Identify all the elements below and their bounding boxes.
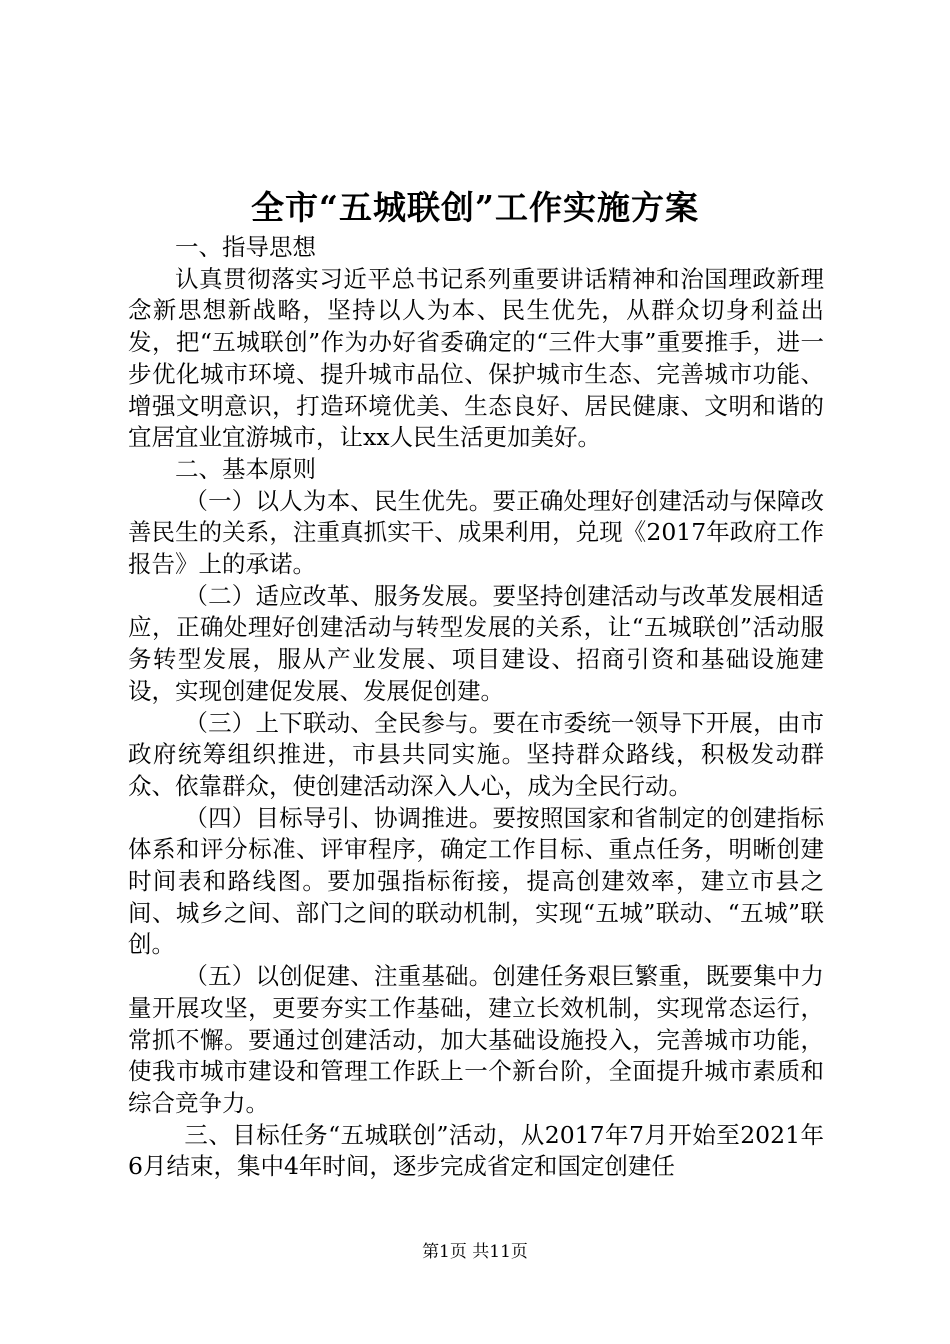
document-title: 全市“五城联创”工作实施方案	[251, 188, 699, 227]
principle-3: （三）上下联动、全民参与。要在市委统一领导下开展，由市政府统筹组织推进，市县共同实施。坚持群众路线，积极发动群众、依靠群众，使创建活动深入人心，成为全民行动。	[128, 708, 824, 800]
paragraph-guiding-thought: 认真贯彻落实习近平总书记系列重要讲话精神和治国理政新理念新思想新战略，坚持以人为本、民生优先，从群众切身利益出发，把“五城联创”作为办好省委确定的“三件大事”重要推手，进一步优化城市环境、提升城市品位、保护城市生态、完善城市功能、增强文明意识，打造环境优美、生态良好、居民健康、文明和谐的宜居宜业宜游城市，让xx人民生活更加美好。	[128, 264, 824, 452]
principle-1: （一）以人为本、民生优先。要正确处理好创建活动与保障改善民生的关系，注重真抓实干、成果利用，兑现《2017年政府工作报告》上的承诺。	[128, 486, 824, 579]
document-body	[128, 232, 824, 1183]
section-heading-basic-principles: 二、基本原则	[175, 454, 316, 483]
principle-5: （五）以创促建、注重基础。创建任务艰巨繁重，既要集中力量开展攻坚，更要夯实工作基础，建立长效机制，实现常态运行，常抓不懈。要通过创建活动，加大基础设施投入，完善城市功能，使我市城市建设和管理工作跃上一个新台阶，全面提升城市素质和综合竞争力。	[128, 962, 824, 1117]
page-number-footer: 第1页 共11页	[422, 1242, 528, 1262]
paragraph-goals-tasks: 三、目标任务“五城联创”活动，从2017年7月开始至2021年6月结束，集中4年时间，逐步完成省定和国定创建任	[128, 1120, 824, 1181]
section-heading-guiding-thought: 一、指导思想	[175, 233, 316, 261]
principle-2: （二）适应改革、服务发展。要坚持创建活动与改革发展相适应，正确处理好创建活动与转型发展的关系，让“五城联创”活动服务转型发展，服从产业发展、项目建设、招商引资和基础设施建设，实现创建促发展、发展促创建。	[128, 581, 824, 705]
principle-4: （四）目标导引、协调推进。要按照国家和省制定的创建指标体系和评分标准、评审程序，确定工作目标、重点任务，明晰创建时间表和路线图。要加强指标衔接，提高创建效率，建立市县之间、城乡之间、部门之间的联动机制，实现“五城”联动、“五城”联创。	[128, 803, 824, 959]
